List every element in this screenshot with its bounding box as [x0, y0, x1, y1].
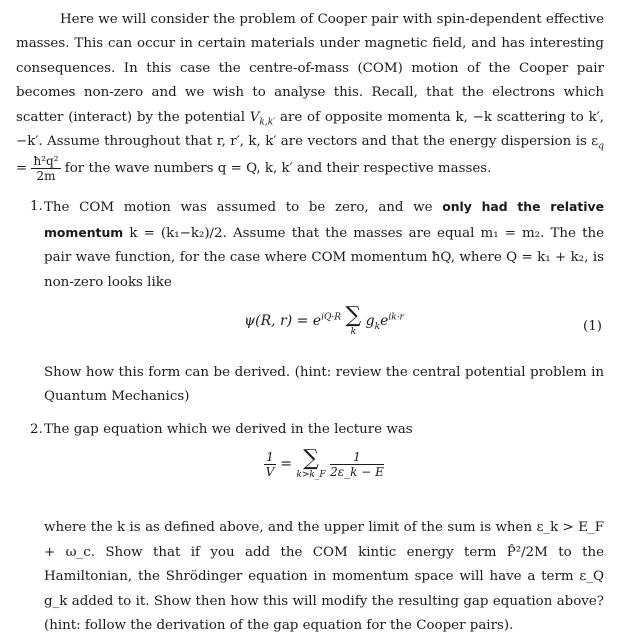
problem-1-line-3: the case where COM momentum ħQ, where Q = k₁ + k₂, is non-zero looks like	[44, 250, 604, 290]
problem-2-line-5: modify the resulting gap equation above? (hint: follow the derivation of the gap equation	[44, 593, 604, 633]
equation-1	[44, 305, 604, 349]
equation-1-label: (1)	[583, 319, 602, 335]
problem-1-line-2: k = (k₁−k₂)/2. Assume that the masses are equal m₁ = m₂. The the pair wave function, for	[44, 225, 604, 266]
equation-1-term-exponent: ik·r	[388, 312, 404, 323]
equals-sign: =	[16, 161, 32, 177]
equation-2-lhs-denominator: V	[265, 464, 275, 479]
equation-1-sum	[345, 305, 361, 337]
equation-2	[44, 448, 604, 506]
problem-2-line-3: that if you add the COM kintic energy term P̂²/2M to the Hamiltonian, the Shrödinger	[44, 544, 604, 585]
intro-line-6b: for the wave numbers q = Q, k, k′ and their respective	[60, 161, 434, 177]
equation-1-term: g	[365, 313, 375, 330]
sum-symbol: ∑	[345, 303, 362, 329]
intro-line-7: masses.	[437, 161, 492, 177]
problem-1-line-1a: The COM motion was assumed to be zero, and we	[44, 200, 443, 216]
intro-line-3: this case the centre-of-mass (COM) motion of the Cooper pair becomes non-zero and we wish	[16, 60, 604, 101]
problem-1-line-5: Mechanics)	[111, 389, 190, 405]
equation-1-body	[244, 305, 404, 337]
equation-2-equals: =	[275, 456, 297, 473]
equation-2-rhs-denominator: 2ε_k − E	[330, 464, 384, 479]
potential-symbol: V	[249, 109, 260, 125]
dispersion-numerator: ħ²q²	[33, 154, 59, 169]
equation-2-rhs-fraction	[330, 450, 384, 479]
dispersion-subscript: q	[598, 141, 604, 152]
equation-1-term-e: e	[380, 313, 389, 330]
problem-2-line-1: The gap equation which we derived in the lecture was	[44, 421, 413, 437]
intro-line-2: This can occur in certain materials under magnetic field, and has interesting consequences. In	[16, 36, 604, 76]
problem-list	[16, 195, 604, 638]
intro-line-1: Here we will consider the problem of Cooper pair with spin-dependent effective masses.	[16, 12, 604, 52]
sum-symbol: ∑	[303, 446, 319, 472]
intro-paragraph	[16, 8, 604, 183]
equation-2-sum	[296, 448, 325, 480]
equation-1-lhs: ψ(R, r) = e	[244, 313, 322, 330]
problem-1-number: 1.	[30, 199, 43, 215]
equation-2-sum-index: k>k_F	[296, 470, 326, 481]
intro-line-4b: are of	[275, 109, 321, 125]
problem-1	[16, 195, 604, 409]
equation-2-lhs-fraction	[264, 450, 276, 479]
equation-1-term-sub: k	[374, 321, 381, 332]
intro-line-4a: to analyse this. Recall, that the electrons which scatter (interact) by the potential	[16, 85, 604, 125]
equation-2-lhs-numerator: 1	[266, 449, 274, 464]
equation-2-rhs-numerator: 1	[330, 450, 384, 465]
potential-subscript: k,k′	[259, 117, 276, 128]
problem-2-number: 2.	[30, 421, 43, 437]
problem-2-line-4: equation in momentum space will have a term ε_Q g_k added to it. Show then how this will	[44, 569, 605, 609]
equation-1-exponent: iQ·R	[321, 312, 341, 323]
equation-2-body	[264, 448, 384, 480]
dispersion-fraction	[31, 154, 60, 183]
intro-line-6a: that the energy dispersion is ε	[391, 134, 599, 150]
problem-1-line-4: Show how this form can be derived. (hint: review the central potential problem in Quantum	[44, 365, 604, 405]
problem-2	[16, 418, 604, 638]
problem-2-line-6: for the Cooper pairs).	[366, 617, 514, 633]
equation-1-sum-index: k	[350, 327, 357, 338]
dispersion-denominator: 2m	[36, 169, 56, 184]
intro-line-5: opposite momenta k, −k scattering to k′, −k′. Assume throughout that r, r′, k, k′ are vectors and	[16, 109, 604, 150]
problem-2-line-2: where the k is as defined above, and the upper limit of the sum is when ε_k > E_F + ω_c. Show	[44, 520, 604, 560]
problem-1-bold-text: only had the relative momentum	[44, 199, 605, 240]
